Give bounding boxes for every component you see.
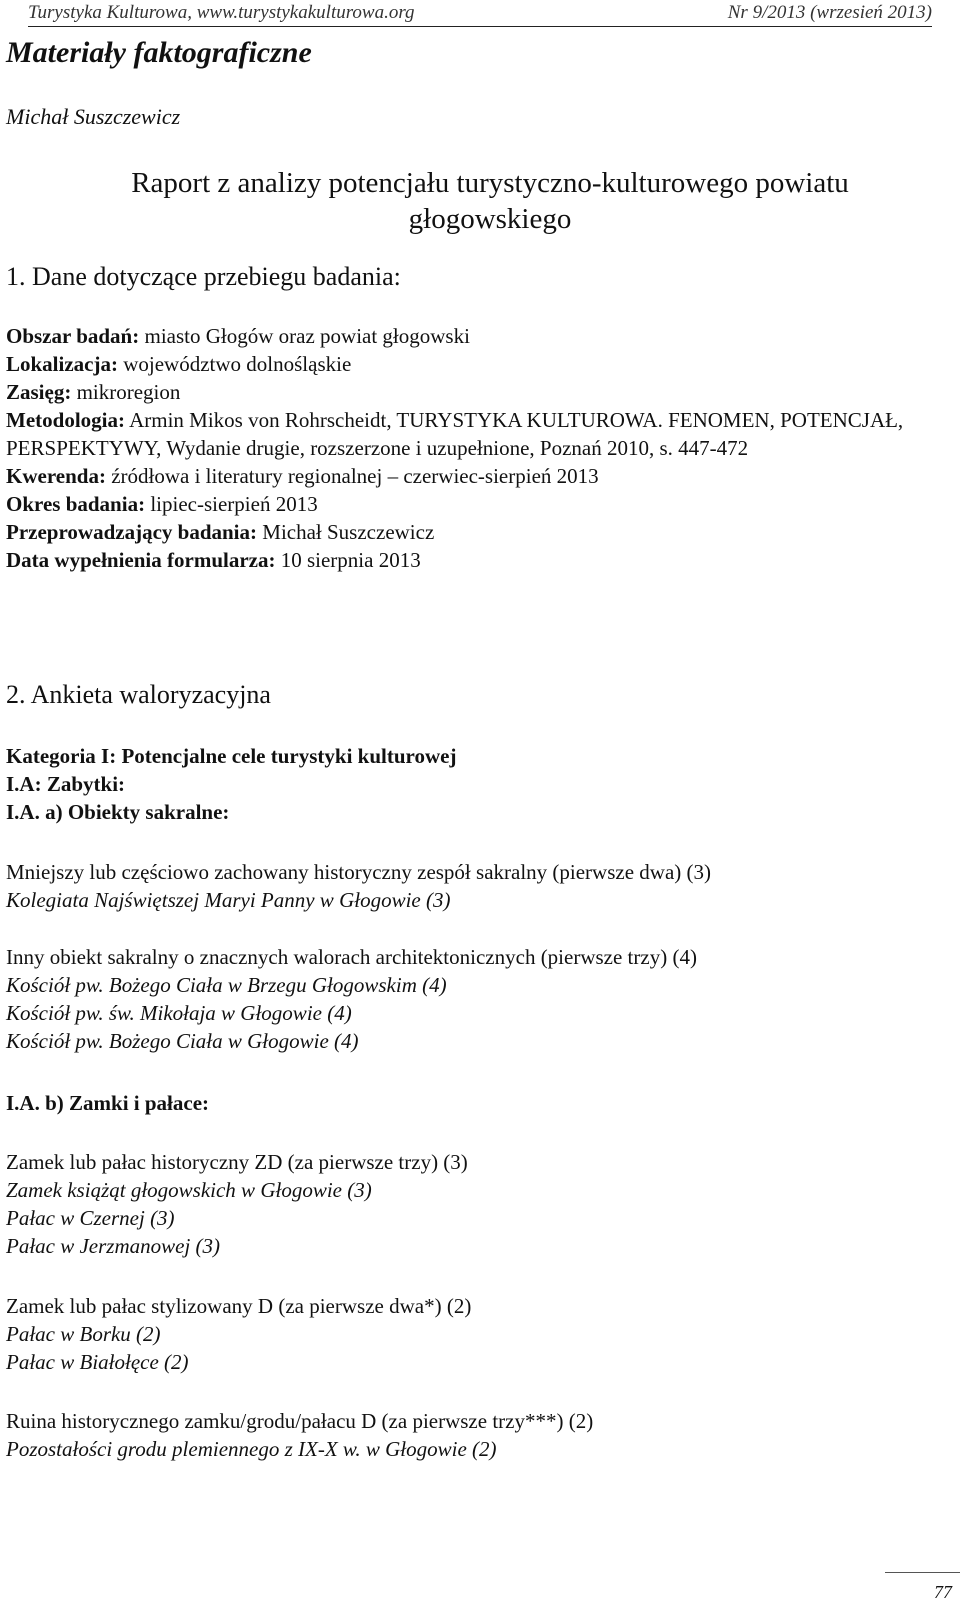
detail-label: Kwerenda:	[6, 464, 106, 488]
list-item: Kościół pw. św. Mikołaja w Głogowie (4)	[6, 1001, 352, 1025]
issue-number: Nr 9/2013 (wrzesień 2013)	[727, 2, 932, 23]
group-title: Zamek lub pałac historyczny ZD (za pierwsze trzy) (3)	[6, 1150, 468, 1174]
detail-value: lipiec-sierpień 2013	[145, 492, 318, 516]
detail-label: Okres badania:	[6, 492, 146, 516]
list-item: Pałac w Borku (2)	[6, 1322, 161, 1346]
detail-label: Zasięg:	[6, 380, 72, 404]
header-divider	[28, 26, 932, 27]
detail-label: Przeprowadzający badania:	[6, 520, 258, 544]
list-item: Pozostałości grodu plemiennego z IX-X w. w Głogowie (2)	[6, 1437, 497, 1461]
subcategory-heading: I.A: Zabytki:	[6, 772, 126, 796]
list-item: Pałac w Białołęce (2)	[6, 1350, 189, 1374]
study-details	[6, 322, 946, 574]
list-item: Pałac w Czernej (3)	[6, 1206, 175, 1230]
section-title: Materiały faktograficzne	[6, 36, 312, 69]
group-sacral-objects	[6, 943, 946, 1055]
list-item: Kościół pw. Bożego Ciała w Brzegu Głogowskim (4)	[6, 973, 447, 997]
section-1-heading: 1. Dane dotyczące przebiegu badania:	[6, 262, 401, 291]
detail-value: Armin Mikos von Rohrscheidt, TURYSTYKA KULTUROWA. FENOMEN, POTENCJAŁ, PERSPEKTYWY, Wydanie drugie, rozszerzone i uzupełnione, Poznań 2010, s. 447-472	[6, 408, 904, 460]
detail-label: Lokalizacja:	[6, 352, 118, 376]
detail-row	[6, 490, 946, 518]
footer-divider	[885, 1572, 960, 1573]
detail-row	[6, 350, 946, 378]
detail-label: Obszar badań:	[6, 324, 140, 348]
category-heading: Kategoria I: Potencjalne cele turystyki kulturowej	[6, 744, 457, 768]
group-title: Ruina historycznego zamku/grodu/pałacu D (za pierwsze trzy***) (2)	[6, 1409, 594, 1433]
list-item: Pałac w Jerzmanowej (3)	[6, 1234, 221, 1258]
group-title: Mniejszy lub częściowo zachowany historyczny zespół sakralny (pierwsze dwa) (3)	[6, 860, 711, 884]
detail-row	[6, 406, 946, 462]
author-name: Michał Suszczewicz	[6, 104, 181, 129]
report-title	[40, 165, 940, 237]
report-title-line: Raport z analizy potencjału turystyczno-kulturowego powiatu	[131, 167, 849, 199]
group-stylized-castles	[6, 1292, 946, 1376]
section-2-heading: 2. Ankieta waloryzacyjna	[6, 680, 271, 709]
detail-row	[6, 546, 946, 574]
group-historic-castles	[6, 1148, 946, 1260]
detail-value: Michał Suszczewicz	[257, 520, 435, 544]
list-item: Kolegiata Najświętszej Maryi Panny w Głogowie (3)	[6, 888, 451, 912]
sacral-objects-heading: I.A. a) Obiekty sakralne:	[6, 800, 230, 824]
group-ruins	[6, 1407, 946, 1463]
group-title: Zamek lub pałac stylizowany D (za pierwsze dwa*) (2)	[6, 1294, 472, 1318]
detail-value: mikroregion	[71, 380, 181, 404]
journal-name: Turystyka Kulturowa, www.turystykakulturowa.org	[28, 2, 415, 23]
detail-value: miasto Głogów oraz powiat głogowski	[139, 324, 470, 348]
detail-row	[6, 462, 946, 490]
group-title: Inny obiekt sakralny o znacznych walorach architektonicznych (pierwsze trzy) (4)	[6, 945, 697, 969]
report-title-line: głogowskiego	[408, 203, 572, 235]
detail-value: 10 sierpnia 2013	[275, 548, 421, 572]
list-item: Kościół pw. Bożego Ciała w Głogowie (4)	[6, 1029, 359, 1053]
detail-label: Data wypełnienia formularza:	[6, 548, 276, 572]
detail-row	[6, 518, 946, 546]
detail-value: źródłowa i literatury regionalnej – czerwiec-sierpień 2013	[105, 464, 599, 488]
detail-row	[6, 322, 946, 350]
list-item: Zamek książąt głogowskich w Głogowie (3)	[6, 1178, 372, 1202]
page-number: 77	[934, 1582, 952, 1602]
castles-heading: I.A. b) Zamki i pałace:	[6, 1091, 210, 1115]
detail-value: województwo dolnośląskie	[117, 352, 352, 376]
detail-row	[6, 378, 946, 406]
group-sacral-complex	[6, 858, 946, 914]
detail-label: Metodologia:	[6, 408, 125, 432]
